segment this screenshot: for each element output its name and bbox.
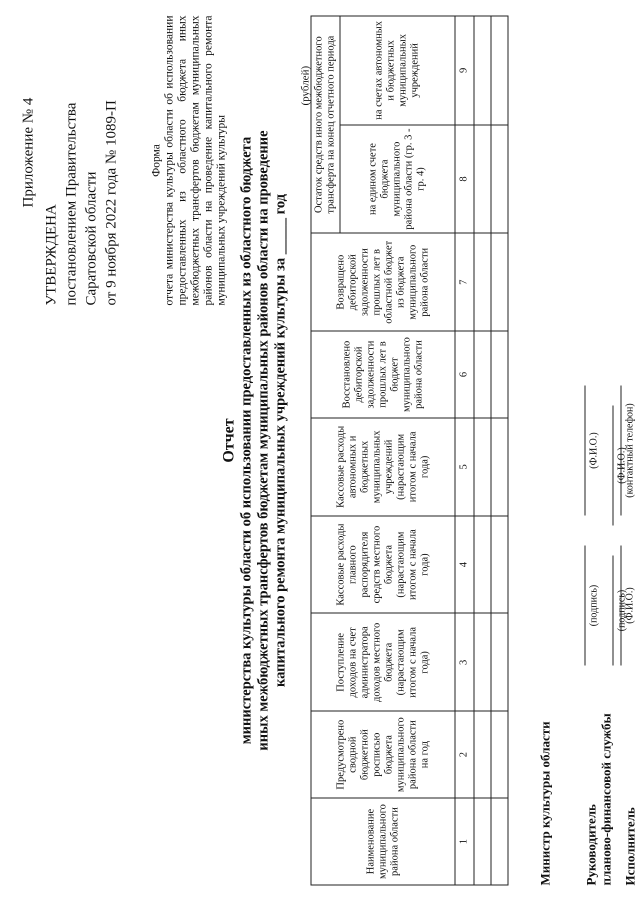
finance-signature-caption: (подпись) bbox=[616, 589, 627, 631]
header-returned-debt: Возвращено дебиторской задолженности прошлых лет в областной бюджет из бюджета муниципального района области bbox=[311, 233, 455, 331]
report-table bbox=[310, 15, 508, 885]
finance-head-label-1: Руководитель bbox=[583, 803, 598, 885]
minister-signature-line bbox=[584, 545, 585, 665]
column-number: 9 bbox=[455, 16, 474, 125]
form-label: Форма bbox=[150, 143, 162, 177]
executor-phone-line bbox=[620, 385, 621, 515]
report-title: Отчет bbox=[220, 417, 237, 463]
column-number: 3 bbox=[455, 613, 474, 711]
table-row bbox=[474, 16, 491, 885]
column-number: 6 bbox=[455, 331, 474, 418]
executor-phone-caption: (контактный телефон) bbox=[624, 402, 635, 498]
approval-stamp bbox=[20, 15, 121, 305]
finance-fio-line bbox=[612, 405, 613, 525]
minister-fio-line bbox=[584, 385, 585, 515]
approved-region-line: Саратовской области bbox=[83, 171, 99, 305]
finance-head-label-2: планово-финансовой службы bbox=[598, 712, 613, 885]
executor-fio-line bbox=[620, 545, 621, 665]
header-restored-debt: Восстановлено дебиторской задолженности прошлых лет в бюджет муниципального района области bbox=[311, 331, 455, 418]
header-cash-institutions: Кассовые расходы автономных и бюджетных муниципальных учреждений (нарастающим итогом с начала года) bbox=[311, 417, 455, 515]
report-subtitle-1: министерства культуры области об использовании предоставленных из областного бюджета bbox=[238, 136, 254, 744]
column-number: 4 bbox=[455, 515, 474, 613]
finance-signature-line bbox=[612, 555, 613, 665]
finance-fio-caption: (Ф.И.О.) bbox=[616, 446, 627, 484]
form-text: отчета министерства культуры области об использовании предоставленных из областного бюджета иных межбюджетных трансфертов бюджетам муниципальных районов области на проведение капитального ремонта муниципальных учреждений культуры bbox=[163, 15, 227, 305]
column-number: 8 bbox=[455, 124, 474, 233]
header-district: Наименование муниципального района области bbox=[311, 798, 455, 885]
appendix-number: Приложение № 4 bbox=[20, 97, 36, 207]
minister-signature-caption: (подпись) bbox=[588, 584, 599, 626]
header-planned: Предусмотрено сводной бюджетной росписью бюджета муниципального района области на год bbox=[311, 711, 455, 798]
header-balance-group: Остаток средств иного межбюджетного трансферта на конец отчетного периода bbox=[311, 16, 340, 233]
approved-label: УТВЕРЖДЕНА bbox=[43, 203, 59, 305]
column-number: 5 bbox=[455, 417, 474, 515]
units-label: (рублей) bbox=[299, 65, 311, 105]
form-description bbox=[150, 15, 228, 305]
report-heading bbox=[220, 115, 289, 765]
column-number: 2 bbox=[455, 711, 474, 798]
header-cash-main: Кассовые расходы главного распорядителя средств местного бюджета (нарастающим итогом с начала года) bbox=[311, 515, 455, 613]
header-income: Поступление доходов на счет администратора доходов местного бюджета (нарастающим итогом с начала года) bbox=[311, 613, 455, 711]
report-subtitle-2: иных межбюджетных трансфертов бюджетам муниципальных районов области на проведение bbox=[255, 129, 271, 751]
approved-by-line: постановлением Правительства bbox=[63, 102, 79, 305]
executor-label: Исполнитель bbox=[622, 806, 637, 885]
minister-label: Министр культуры области bbox=[537, 720, 552, 885]
table-row bbox=[491, 16, 508, 885]
column-number: 1 bbox=[455, 798, 474, 885]
column-number: 7 bbox=[455, 233, 474, 331]
executor-fio-caption: (Ф.И.О.) bbox=[624, 586, 635, 624]
approved-date-line: от 9 ноября 2022 года № 1089-П bbox=[103, 99, 119, 305]
minister-fio-caption: (Ф.И.О.) bbox=[588, 431, 599, 469]
header-balance-institutions: на счетах автономных и бюджетных муниципальных учреждений bbox=[340, 16, 455, 125]
header-balance-single-account: на едином счете бюджета муниципального района области (гр. 3 - гр. 4) bbox=[340, 124, 455, 233]
report-subtitle-3: капитального ремонта муниципальных учреждений культуры за _____ год bbox=[272, 193, 288, 687]
